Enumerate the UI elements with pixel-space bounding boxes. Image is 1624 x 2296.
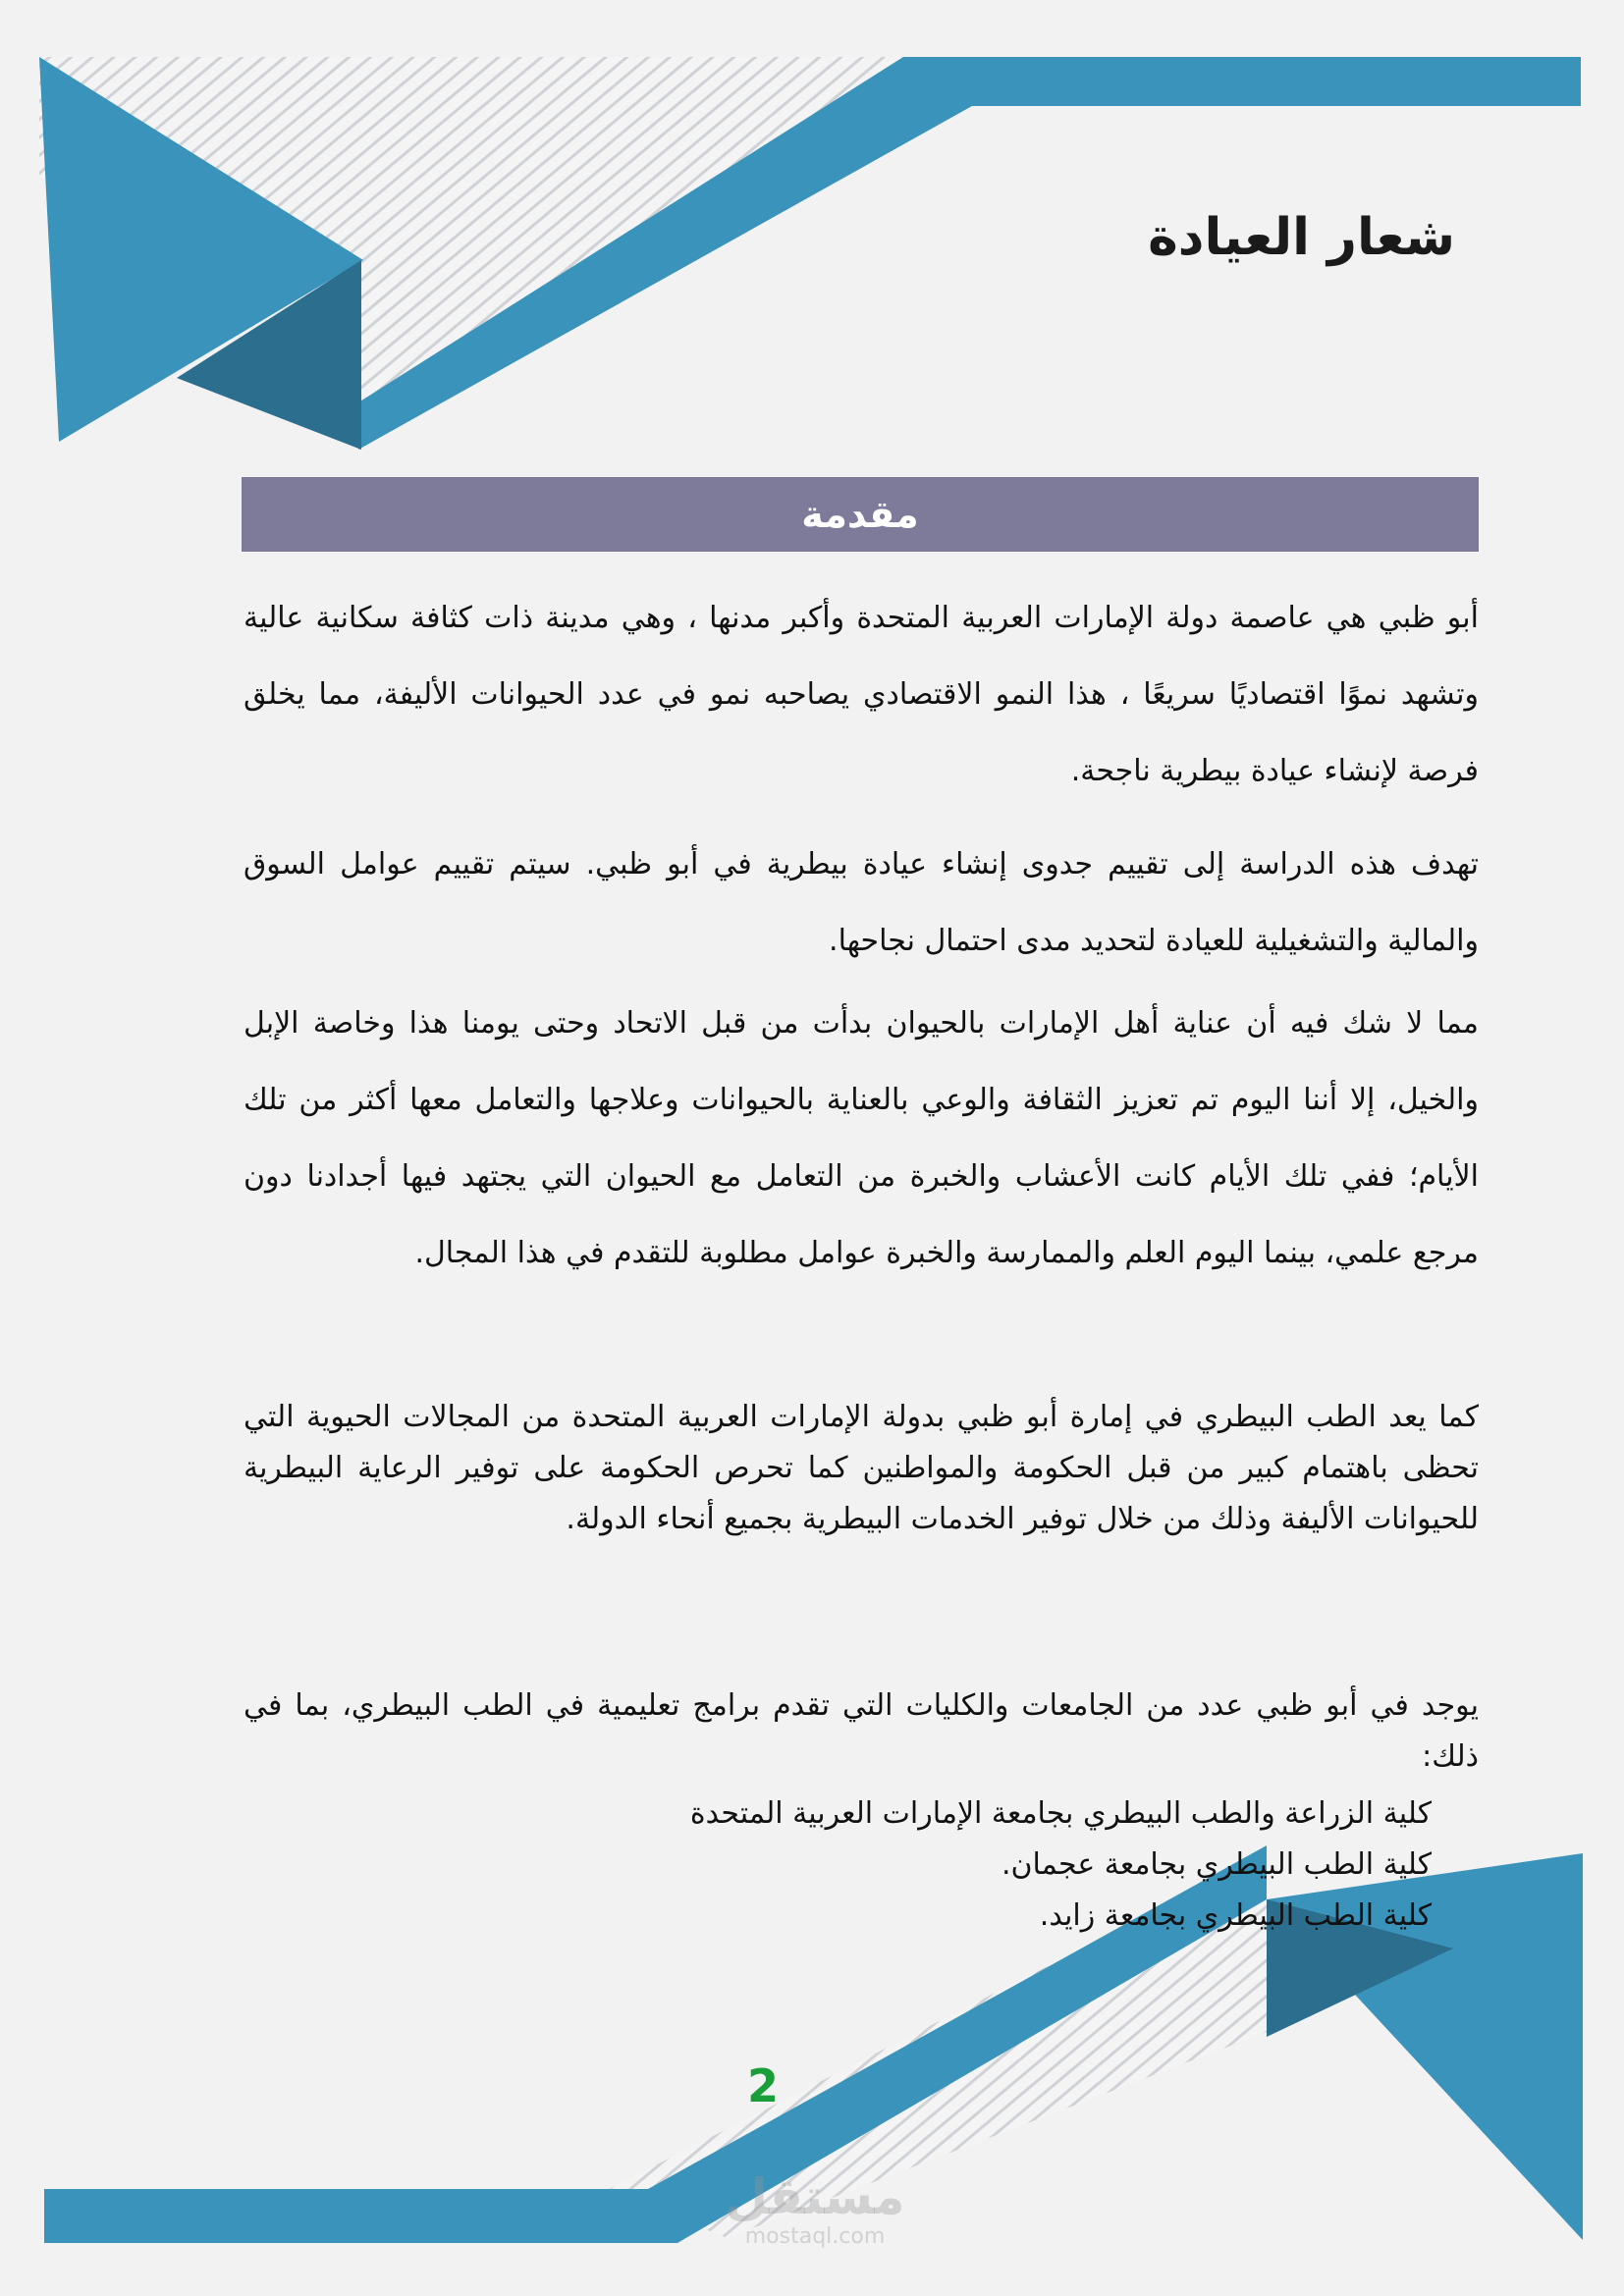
section-banner bbox=[242, 477, 1479, 552]
paragraph-universities: يوجد في أبو ظبي عدد من الجامعات والكليات التي تقدم برامج تعليمية في الطب البيطري، بما في ذلك: bbox=[244, 1688, 1479, 1774]
paragraph-intro: أبو ظبي هي عاصمة دولة الإمارات العربية المتحدة وأكبر مدنها ، وهي مدينة ذات كثافة سكانية عالية وتشهد نموًا اقتصاديًا سريعًا ، هذا النمو الاقتصادي يصاحبه نمو في عدد الحيوانات الأليفة، مما يخلق فرصة لإنشاء عيادة بيطرية ناجحة. bbox=[244, 601, 1479, 788]
watermark bbox=[712, 2169, 918, 2250]
paragraph-veterinary: كما يعد الطب البيطري في إمارة أبو ظبي بدولة الإمارات العربية المتحدة من المجالات الحيوية التي تحظى باهتمام كبير من قبل الحكومة والمواطنين كما تحرص الحكومة على توفير الرعاية البيطرية للحيوانات الأليفة وذلك من خلال توفير الخدمات البيطرية بجميع أنحاء الدولة. bbox=[244, 1400, 1479, 1536]
paragraph-history: مما لا شك فيه أن عناية أهل الإمارات بالحيوان بدأت من قبل الاتحاد وحتى يومنا هذا وخاصة الإبل والخيل، إلا أننا اليوم تم تعزيز الثقافة والوعي بالعناية بالحيوانات وعلاجها والتعامل معها أكثر من تلك الأيام؛ ففي تلك الأيام كانت الأعشاب والخبرة من التعامل مع الحيوان التي يجتهد فيها أجدادنا دون مرجع علمي، بينما اليوم العلم والممارسة والخبرة عوامل مطلوبة للتقدم في هذا المجال. bbox=[244, 1006, 1479, 1270]
watermark-url: mostaql.com bbox=[744, 2224, 886, 2249]
paragraph-study-goal: تهدف هذه الدراسة إلى تقييم جدوى إنشاء عيادة بيطرية في أبو ظبي. سيتم تقييم عوامل السوق والمالية والتشغيلية للعيادة لتحديد مدى احتمال نجاحها. bbox=[244, 847, 1479, 958]
list-item: كلية الطب البيطري بجامعة زايد. bbox=[1039, 1898, 1432, 1933]
universities-list bbox=[690, 1789, 1432, 1942]
list-item: كلية الزراعة والطب البيطري بجامعة الإمارات العربية المتحدة bbox=[689, 1796, 1432, 1831]
list-item: كلية الطب البيطري بجامعة عجمان. bbox=[1001, 1847, 1432, 1882]
section-heading: مقدمة bbox=[801, 493, 919, 536]
watermark-logo-text: مستقل bbox=[725, 2168, 905, 2225]
page-title: شعار العيادة bbox=[1148, 208, 1455, 267]
page-number: 2 bbox=[747, 2059, 780, 2112]
